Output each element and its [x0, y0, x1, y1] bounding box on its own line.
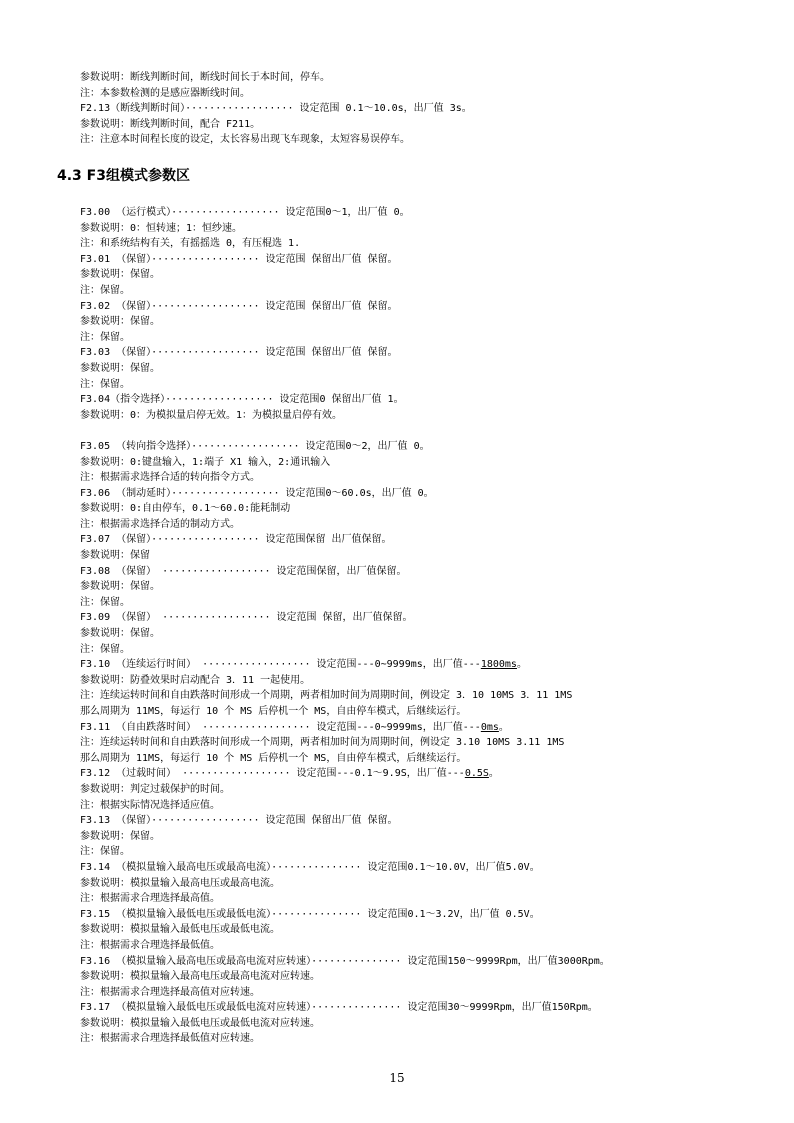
line-text: F3.15 （模拟量输入最低电压或最低电流）··············· 设定范围0.1～3.2V，出厂值 0.5V。 [80, 908, 540, 920]
text-line [80, 283, 760, 299]
text-line [80, 1000, 760, 1016]
text-line [80, 688, 760, 704]
text-line [80, 610, 760, 626]
text-line [80, 798, 760, 814]
page-number: 15 [389, 1071, 405, 1085]
text-line [80, 673, 760, 689]
line-text: 参数说明：0：为模拟量启停无效。1：为模拟量启停有效。 [80, 409, 343, 421]
text-line [80, 408, 760, 424]
text-line: 注：注意本时间程长度的设定，太长容易出现飞车现象，太短容易误停车。 [80, 134, 410, 146]
line-text: 参数说明：保留 [80, 550, 150, 562]
text-line [80, 954, 760, 970]
line-text: F3.10 （连续运行时间） ·················· 设定范围---0~9999ms，出厂值--- [80, 659, 481, 671]
text-line [80, 766, 760, 782]
text-line [80, 626, 760, 642]
line-text: 参数说明：模拟量输入最低电压或最低电流。 [80, 924, 280, 936]
line-text: 参数说明：判定过载保护的时间。 [80, 783, 230, 795]
top-paragraph [80, 70, 760, 148]
text-line: F2.13（断线判断时间）·················· 设定范围 0.1～10.0s，出厂值 3s。 [80, 103, 472, 115]
line-text: 参数说明：防叠效果时启动配合 3．11 一起使用。 [80, 674, 311, 686]
text-line [80, 704, 760, 720]
line-text: 注：和系统结构有关，有摇摇选 0，有压棍选 1. [80, 238, 301, 250]
line-suffix: 。 [488, 768, 499, 780]
line-text: 那么周期为 11MS，每运行 10 个 MS 后停机一个 MS，自由停车模式，后继续运行。 [80, 706, 467, 717]
line-text: 注：保留。 [80, 378, 130, 390]
text-line [80, 860, 760, 876]
line-text: F3.01 （保留）·················· 设定范围 保留出厂值 保留。 [80, 253, 398, 265]
text-line [80, 501, 760, 517]
text-line [80, 205, 760, 221]
line-text: F3.08 （保留） ·················· 设定范围保留，出厂值保留。 [80, 565, 407, 577]
text-line [80, 657, 760, 673]
text-line [80, 720, 760, 736]
text-line [80, 782, 760, 798]
line-text: 参数说明：保留。 [80, 628, 160, 640]
text-line [80, 969, 760, 985]
line-text: F3.02 （保留）·················· 设定范围 保留出厂值 保留。 [80, 300, 398, 312]
text-line [80, 735, 760, 751]
line-text: 注：根据实际情况选择适应值。 [80, 799, 220, 811]
line-text: 注：保留。 [80, 331, 130, 343]
text-line [80, 267, 760, 283]
text-line [80, 221, 760, 237]
text-line [80, 985, 760, 1001]
text-line [80, 891, 760, 907]
parameter-list [80, 205, 760, 1047]
line-text: 参数说明：0:自由停车，0.1～60.0:能耗制动 [80, 503, 291, 515]
line-text: F3.11 （自由跌落时间） ·················· 设定范围---0~9999ms，出厂值--- [80, 721, 481, 733]
text-line [80, 299, 760, 315]
line-text: 注：根据需求合理选择最低值对应转速。 [80, 1033, 260, 1045]
text-line [80, 1031, 760, 1047]
line-text: F3.05 （转向指令选择）·················· 设定范围0～2，出厂值 0。 [80, 440, 430, 452]
line-text: 参数说明：0：恒转速；1：恒纱速。 [80, 222, 243, 234]
text-line [80, 1016, 760, 1032]
text-line [80, 922, 760, 938]
line-text: 参数说明：保留。 [80, 581, 160, 593]
line-text: 参数说明：模拟量输入最高电压或最高电流对应转速。 [80, 971, 320, 983]
line-text: F3.07 （保留）·················· 设定范围保留 出厂值保留。 [80, 534, 392, 546]
line-text: 参数说明：保留。 [80, 269, 160, 281]
default-value: 1800ms [480, 659, 517, 671]
text-line [80, 470, 760, 486]
text-line [80, 813, 760, 829]
text-line [80, 377, 760, 393]
text-line [80, 907, 760, 923]
text-line [80, 829, 760, 845]
text-line [80, 564, 760, 580]
text-line [80, 938, 760, 954]
line-text: F3.17 （模拟量输入最低电压或最低电流对应转速）··············· 设定范围30～9999Rpm，出厂值150Rpm。 [80, 1002, 598, 1014]
line-text: F3.00 （运行模式）·················· 设定范围0～1，出厂值 0。 [80, 207, 410, 218]
default-value: 0.5S [464, 768, 489, 780]
text-line: 参数说明：断线判断时间，断线时间长于本时间，停车。 [80, 72, 330, 83]
default-value: 0ms [480, 721, 499, 733]
text-line [80, 517, 760, 533]
line-text: F3.03 （保留）·················· 设定范围 保留出厂值 保留。 [80, 347, 398, 359]
line-text: 注：根据需求合理选择最低值。 [80, 939, 220, 951]
text-line [80, 548, 760, 564]
text-line [80, 236, 760, 252]
text-line [80, 642, 760, 658]
text-line [80, 579, 760, 595]
line-text: 注：保留。 [80, 284, 130, 296]
line-text: F3.13 （保留）·················· 设定范围 保留出厂值 保留。 [80, 815, 398, 827]
line-text: 注：保留。 [80, 643, 130, 655]
line-text: F3.06 （制动延时）·················· 设定范围0～60.0s，出厂值 0。 [80, 487, 434, 499]
line-text: F3.12 （过载时间） ·················· 设定范围---0.1～9.9S，出厂值--- [80, 768, 465, 780]
line-text: 注：保留。 [80, 846, 130, 858]
text-line [80, 252, 760, 268]
line-text: 注：根据需求选择合适的制动方式。 [80, 518, 240, 530]
section-heading: 4.3 F3组模式参数区 [57, 168, 190, 184]
blank-line [80, 423, 760, 439]
text-line [80, 330, 760, 346]
text-line [80, 392, 760, 408]
text-line: 注：本参数检测的是感应器断线时间。 [80, 87, 250, 99]
line-text: 那么周期为 11MS，每运行 10 个 MS 后停机一个 MS，自由停车模式，后继续运行。 [80, 752, 467, 764]
text-line [80, 876, 760, 892]
line-suffix: 。 [516, 659, 527, 671]
text-line [80, 345, 760, 361]
text-line [80, 844, 760, 860]
line-text: F3.14 （模拟量输入最高电压或最高电流）··············· 设定范围0.1～10.0V，出厂值5.0V。 [80, 861, 540, 873]
line-text: 参数说明：保留。 [80, 362, 160, 374]
text-line [80, 439, 760, 455]
line-text: 参数说明：模拟量输入最低电压或最低电流对应转速。 [80, 1017, 320, 1029]
line-text: 参数说明：模拟量输入最高电压或最高电流。 [80, 877, 280, 889]
line-text: 注：连续运转时间和自由跌落时间形成一个周期，两者相加时间为周期时间，例设定 3.10 10MS 3.11 1MS [80, 737, 565, 749]
text-line [80, 314, 760, 330]
text-line [80, 361, 760, 377]
line-text: 参数说明：保留。 [80, 830, 160, 842]
line-text: F3.16 （模拟量输入最高电压或最高电流对应转速）··············· 设定范围150～9999Rpm，出厂值3000Rpm。 [80, 955, 610, 967]
text-line [80, 455, 760, 471]
text-line [80, 595, 760, 611]
text-line: 参数说明：断线判断时间，配合 F211。 [80, 118, 261, 130]
text-line [80, 751, 760, 767]
line-text: F3.09 （保留） ·················· 设定范围 保留，出厂值保留。 [80, 612, 413, 624]
text-line [80, 486, 760, 502]
line-text: 注：连续运转时间和自由跌落时间形成一个周期，两者相加时间为周期时间，例设定 3．10 10MS 3．11 1MS [80, 690, 573, 702]
text-line [80, 532, 760, 548]
line-suffix: 。 [498, 721, 509, 733]
line-text: 参数说明：0:键盘输入，1:端子 X1 输入，2:通讯输入 [80, 456, 331, 468]
line-text: F3.04（指令选择）·················· 设定范围0 保留出厂值 1。 [80, 394, 404, 406]
line-text: 注：根据需求合理选择最高值。 [80, 893, 220, 905]
line-text: 注：根据需求选择合适的转向指令方式。 [80, 472, 260, 484]
line-text: 注：保留。 [80, 596, 130, 608]
line-text: 参数说明：保留。 [80, 316, 160, 328]
line-text: 注：根据需求合理选择最高值对应转速。 [80, 986, 260, 998]
